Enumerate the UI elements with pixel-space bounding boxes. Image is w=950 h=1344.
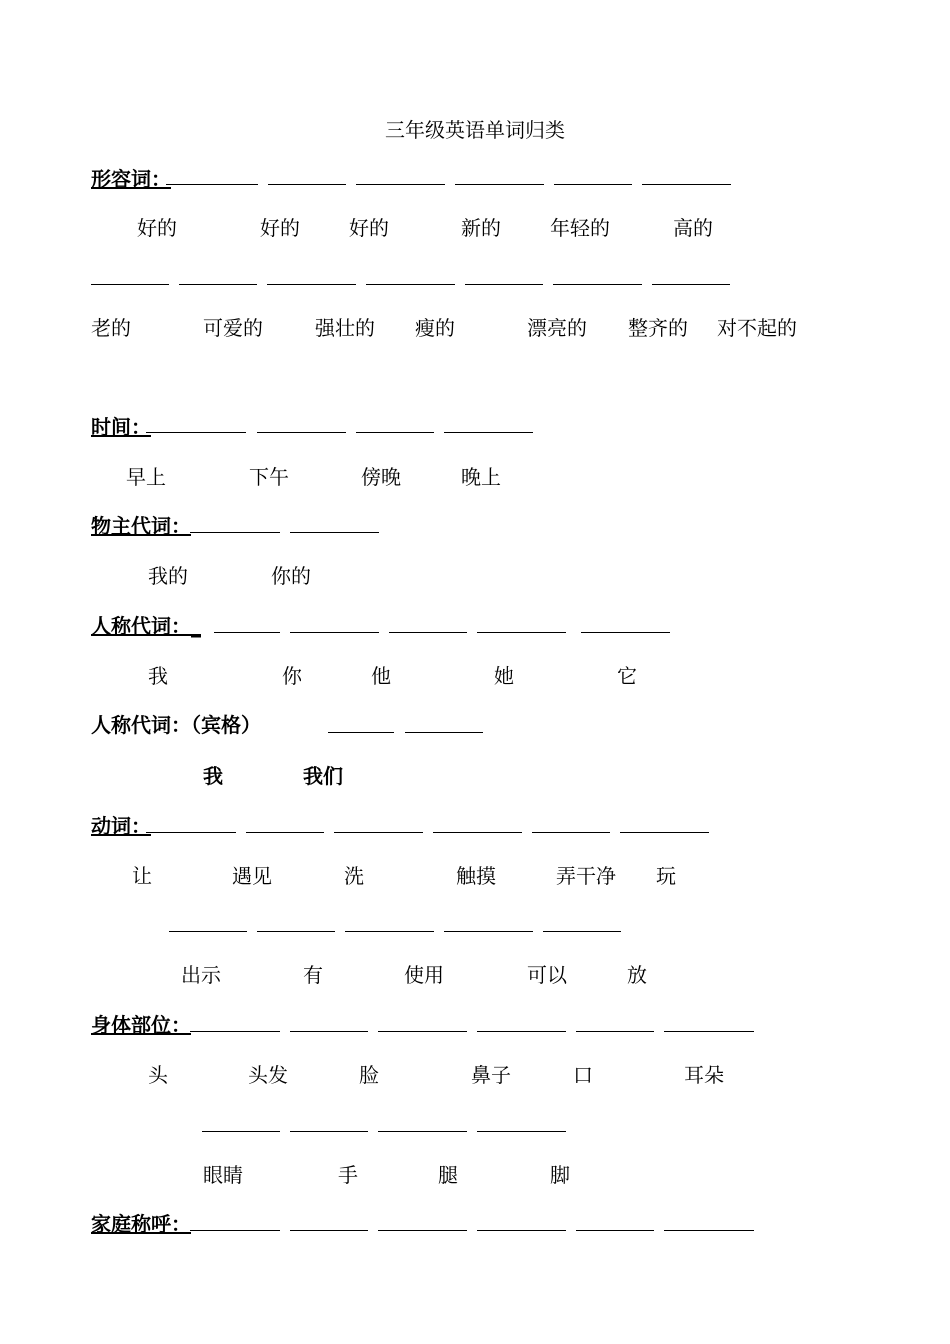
answer-blank[interactable] [290,532,379,533]
word-item: 鼻子 [471,1063,511,1087]
answer-blank[interactable] [664,1031,754,1032]
word-item: 遇见 [232,864,272,888]
word-item: 年轻的 [550,216,610,240]
answer-blank[interactable] [477,1031,566,1032]
section-heading-possessive-pronouns: 物主代词： [91,514,191,538]
answer-blank[interactable] [290,1031,368,1032]
answer-blank[interactable] [169,931,247,932]
answer-blank[interactable] [664,1230,754,1231]
answer-blank[interactable] [576,1031,654,1032]
answer-blank[interactable] [378,1230,467,1231]
word-item: 好的 [349,216,389,240]
word-item: 触摸 [456,864,496,888]
answer-blank[interactable] [146,432,246,433]
word-item: 有 [303,963,323,987]
answer-blank[interactable] [477,1230,566,1231]
answer-blank[interactable] [620,832,709,833]
word-item: 可以 [527,963,567,987]
answer-blank[interactable] [268,184,346,185]
word-item: 头发 [248,1063,288,1087]
word-item: 腿 [438,1163,458,1187]
word-item: 你的 [271,564,311,588]
answer-blank[interactable] [366,284,455,285]
answer-blank[interactable] [389,632,467,633]
answer-blank[interactable] [334,832,423,833]
answer-blank[interactable] [532,832,610,833]
answer-blank[interactable] [257,432,346,433]
answer-blank[interactable] [202,1131,280,1132]
answer-blank[interactable] [444,432,533,433]
word-item: 我 [148,664,168,688]
word-item: 好的 [260,216,300,240]
answer-blank[interactable] [190,532,280,533]
word-item: 整齐的 [628,316,688,340]
word-item: 玩 [656,864,676,888]
answer-blank[interactable] [290,1230,368,1231]
answer-blank[interactable] [246,832,324,833]
answer-blank[interactable] [554,184,632,185]
word-item: 使用 [404,963,444,987]
word-item: 脸 [359,1063,379,1087]
word-item: 傍晚 [361,465,401,489]
answer-blank[interactable] [146,832,236,833]
answer-blank[interactable] [179,284,257,285]
word-item: 下午 [249,465,289,489]
section-heading-adjectives: 形容词： [91,167,171,191]
answer-blank[interactable] [477,632,566,633]
word-item: 你 [282,664,302,688]
answer-blank[interactable] [378,1131,467,1132]
answer-blank[interactable] [477,1131,566,1132]
answer-blank[interactable] [267,284,356,285]
word-item: 新的 [461,216,501,240]
word-item: 我们 [303,764,343,788]
word-item: 眼睛 [203,1163,243,1187]
word-item: 早上 [126,465,166,489]
word-item: 放 [627,963,647,987]
word-item: 手 [338,1163,358,1187]
answer-blank[interactable] [190,1031,280,1032]
word-item: 让 [132,864,152,888]
word-item: 他 [371,664,391,688]
word-item: 她 [494,664,514,688]
word-item: 我 [203,764,223,788]
answer-blank[interactable] [345,931,434,932]
answer-blank[interactable] [257,931,335,932]
answer-blank[interactable] [543,931,621,932]
answer-blank[interactable] [576,1230,654,1231]
section-heading-body-parts: 身体部位： [91,1013,191,1037]
answer-blank[interactable] [356,432,434,433]
word-item: 弄干净 [556,864,616,888]
word-item: 漂亮的 [527,316,587,340]
word-item: 高的 [673,216,713,240]
answer-blank[interactable] [405,732,483,733]
answer-blank[interactable] [356,184,445,185]
answer-blank[interactable] [465,284,543,285]
answer-blank[interactable] [166,184,258,185]
word-item: 我的 [148,564,188,588]
section-heading-family: 家庭称呼： [91,1212,191,1236]
answer-blank[interactable] [91,284,169,285]
word-item: 脚 [550,1163,570,1187]
section-heading-personal-pronouns: 人称代词：_ [91,614,201,638]
word-item: 晚上 [461,465,501,489]
word-item: 洗 [344,864,364,888]
section-heading-object-pronouns: 人称代词：（宾格） [91,713,261,737]
answer-blank[interactable] [642,184,731,185]
answer-blank[interactable] [433,832,522,833]
word-item: 对不起的 [717,316,797,340]
word-item: 头 [148,1063,168,1087]
answer-blank[interactable] [652,284,730,285]
answer-blank[interactable] [290,632,379,633]
section-heading-verbs: 动词： [91,814,151,838]
answer-blank[interactable] [455,184,544,185]
answer-blank[interactable] [378,1031,467,1032]
answer-blank[interactable] [328,732,394,733]
answer-blank[interactable] [190,1230,280,1231]
answer-blank[interactable] [444,931,533,932]
word-item: 瘦的 [415,316,455,340]
word-item: 强壮的 [315,316,375,340]
answer-blank[interactable] [581,632,670,633]
page-title: 三年级英语单词归类 [385,118,565,142]
word-item: 耳朵 [684,1063,724,1087]
answer-blank[interactable] [214,632,280,633]
word-item: 出示 [181,963,221,987]
word-item: 好的 [137,216,177,240]
word-item: 口 [573,1063,593,1087]
word-item: 老的 [91,316,131,340]
section-heading-time: 时间： [91,415,151,439]
word-item: 可爱的 [203,316,263,340]
answer-blank[interactable] [553,284,642,285]
answer-blank[interactable] [290,1131,368,1132]
word-item: 它 [617,664,637,688]
